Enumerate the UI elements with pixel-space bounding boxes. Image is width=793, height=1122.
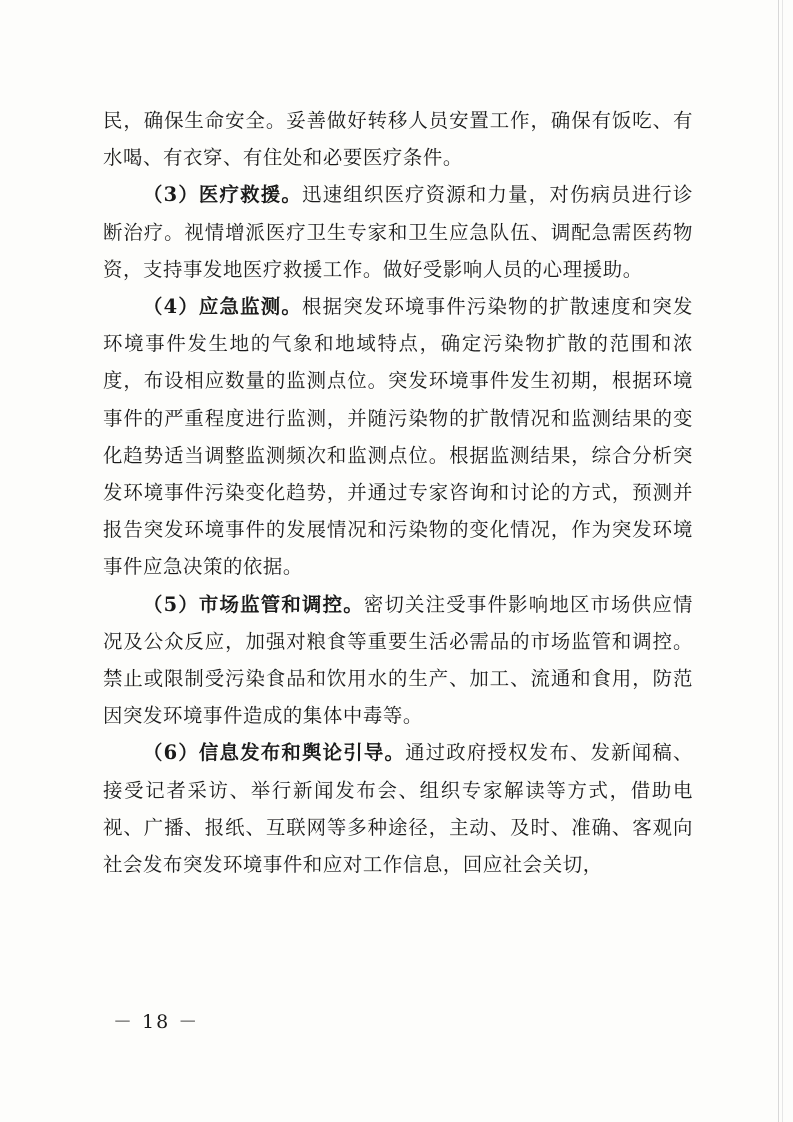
paragraph-text: 根据突发环境事件污染物的扩散速度和突发环境事件发生地的气象和地域特点，确定污染物扩散的范围和浓度，布设相应数量的监测点位。突发环境事件发生初期，根据环境事件的严重程度进行监测，并随污染物的扩散情况和监测结果的变化趋势适当调整监测频次和监测点位。根据监测结果，综合分析突发环境事件污染变化趋势，并通过专家咨询和讨论的方式，预测并报告突发环境事件的发展情况和污染物的变化情况，作为突发环境事件应急决策的依据。 [103,295,693,579]
paragraph-medical-rescue [103,176,693,288]
scan-edge-line-faint [782,0,783,1122]
paragraph-continuation [103,102,693,176]
paragraph-text: 民，确保生命安全。妥善做好转移人员安置工作，确保有饭吃、有水喝、有衣穿、有住处和必要医疗条件。 [103,109,693,170]
scan-edge-line [778,0,779,1122]
paragraph-text: 迅速组织医疗资源和力量，对伤病员进行诊断治疗。视情增派医疗卫生专家和卫生应急队伍、调配急需医药物资，支持事发地医疗救援工作。做好受影响人员的心理援助。 [103,183,693,281]
paragraph-market-regulation [103,586,693,735]
paragraph-heading: （5）市场监管和调控。 [143,592,364,616]
paragraph-heading: （6）信息发布和舆论引导。 [143,741,406,765]
paragraph-heading: （3）医疗救援。 [143,183,302,207]
page-number: － 18 － [113,1011,200,1033]
document-body [103,102,693,883]
paragraph-text: 通过政府授权发布、发新闻稿、接受记者采访、举行新闻发布会、组织专家解读等方式，借助电视、广播、报纸、互联网等多种途径，主动、及时、准确、客观向社会发布突发环境事件和应对工作信息，回应社会关切， [103,741,694,877]
paragraph-information-release [103,734,693,883]
paragraph-heading: （4）应急监测。 [143,295,302,319]
paragraph-emergency-monitoring [103,288,693,586]
paragraph-text: 密切关注受事件影响地区市场供应情况及公众反应，加强对粮食等重要生活必需品的市场监管和调控。禁止或限制受污染食品和饮用水的生产、加工、流通和食用，防范因突发环境事件造成的集体中毒等。 [103,592,693,728]
